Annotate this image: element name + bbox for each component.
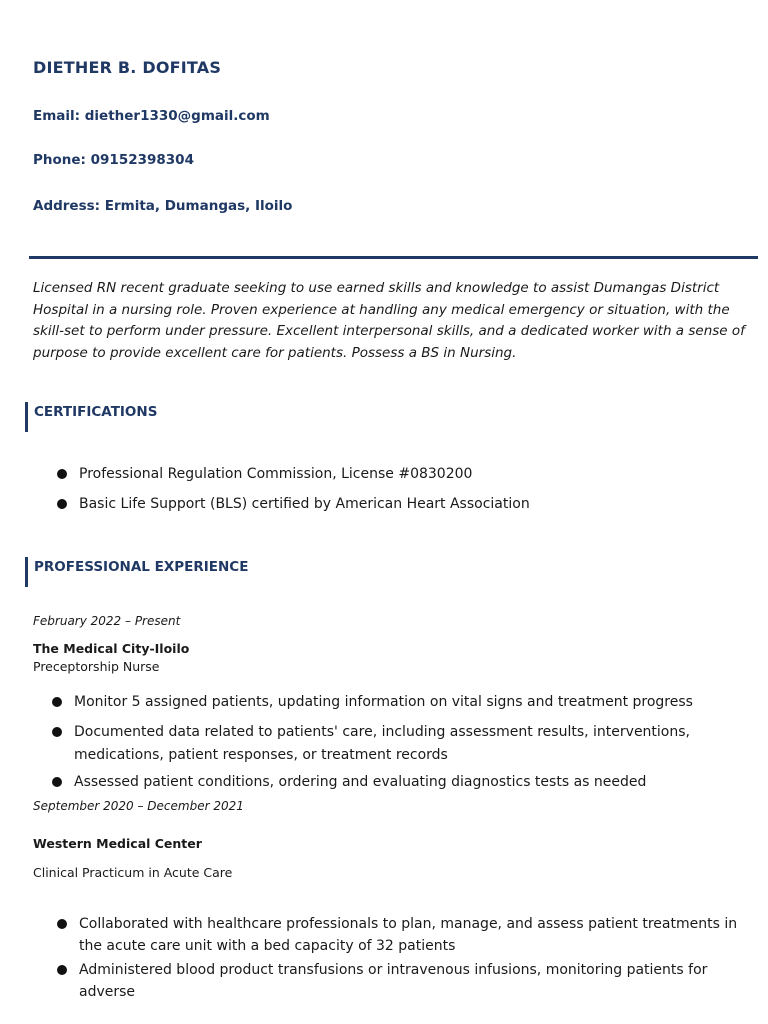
job-role: Clinical Practicum in Acute Care <box>33 865 233 880</box>
bullet-icon <box>52 777 62 787</box>
header-divider <box>29 256 758 259</box>
professional-summary: Licensed RN recent graduate seeking to use earned skills and knowledge to assist Dumangas District Hospital in a nursing role. Proven experience at handling any medical emergency or situation, with the skill-set to perform under pressure. Excellent interpersonal skills, and a dedicated worker with a sense of purpose to provide excellent care for patients. Possess a BS in Nursing. <box>33 280 745 361</box>
phone-line: Phone: 09152398304 <box>33 152 194 168</box>
duty-text: Assessed patient conditions, ordering and evaluating diagnostics tests as needed <box>74 774 647 790</box>
certifications-heading <box>25 402 158 432</box>
bullet-icon <box>57 499 67 509</box>
address-line: Address: Ermita, Dumangas, Iloilo <box>33 198 293 214</box>
bullet-icon <box>57 469 67 479</box>
duty-text: Documented data related to patients' care, including assessment results, interventions, medications, patient responses, or treatment records <box>74 724 690 763</box>
bullet-icon <box>52 697 62 707</box>
employer-name: Western Medical Center <box>33 836 202 851</box>
candidate-name: DIETHER B. DOFITAS <box>33 58 222 77</box>
section-title: CERTIFICATIONS <box>34 404 158 420</box>
job-dates: February 2022 – Present <box>33 614 181 628</box>
section-title: PROFESSIONAL EXPERIENCE <box>34 559 249 575</box>
job-dates: September 2020 – December 2021 <box>33 799 244 813</box>
duty-text: Administered blood product transfusions or intravenous infusions, monitoring patients for adverse <box>79 962 708 1000</box>
bullet-icon <box>57 965 67 975</box>
job-role: Preceptorship Nurse <box>33 659 160 674</box>
experience-heading <box>25 557 249 587</box>
email-line: Email: diether1330@gmail.com <box>33 108 270 124</box>
certification-text: Professional Regulation Commission, License #0830200 <box>79 466 473 482</box>
certification-text: Basic Life Support (BLS) certified by American Heart Association <box>79 496 530 512</box>
bullet-icon <box>52 727 62 737</box>
employer-name: The Medical City-Iloilo <box>33 641 190 656</box>
bullet-icon <box>57 919 67 929</box>
duty-text: Collaborated with healthcare professionals to plan, manage, and assess patient treatments in the acute care unit with a bed capacity of 32 patients <box>79 916 738 954</box>
duty-text: Monitor 5 assigned patients, updating information on vital signs and treatment progress <box>74 694 693 710</box>
